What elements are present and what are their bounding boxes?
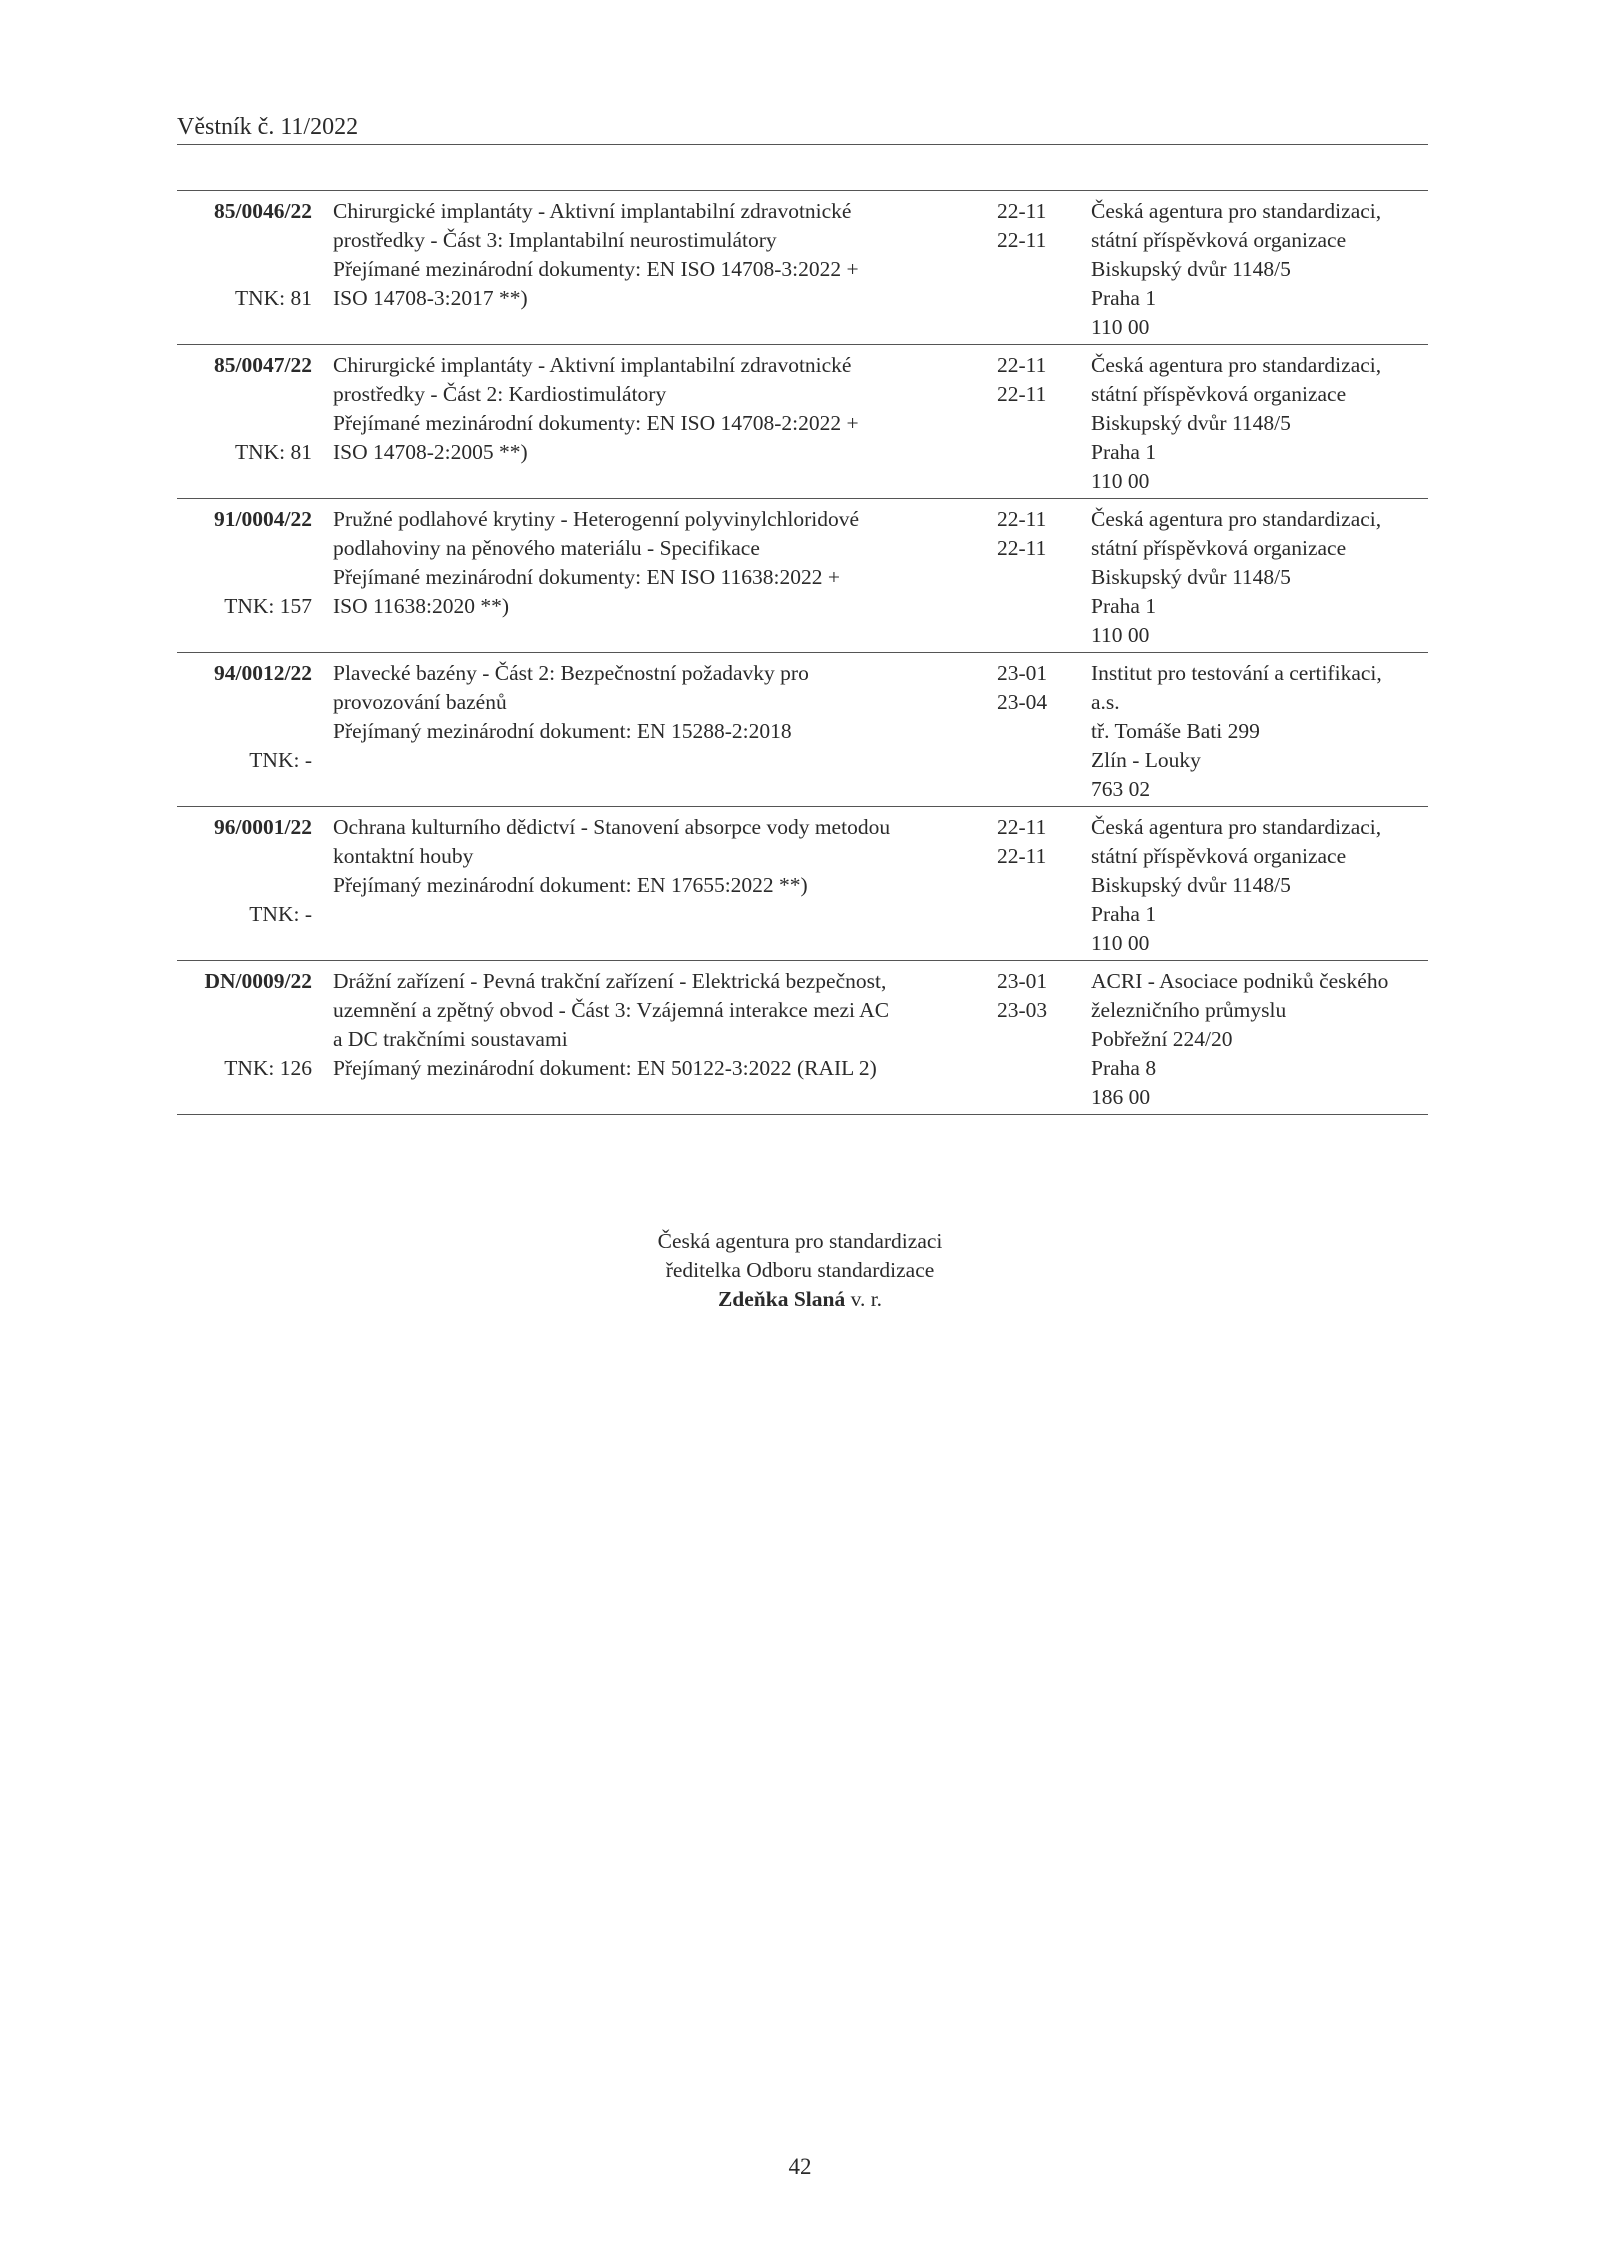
table-row xyxy=(177,345,1428,499)
title-line: Přejímané mezinárodní dokumenty: EN ISO 11638:2022 + xyxy=(333,565,840,589)
title-line: ISO 14708-3:2017 **) xyxy=(333,286,528,310)
title-line: Plavecké bazény - Část 2: Bezpečnostní požadavky pro xyxy=(333,661,809,685)
document-title-cell xyxy=(333,967,993,1083)
table-row xyxy=(177,961,1428,1115)
table-row xyxy=(177,653,1428,807)
org-line: Biskupský dvůr 1148/5 xyxy=(1091,565,1291,589)
dates-cell xyxy=(997,197,1082,255)
signature-name-line xyxy=(0,1285,1600,1314)
org-line: Praha 1 xyxy=(1091,902,1157,926)
org-line: 186 00 xyxy=(1091,1085,1151,1109)
table-row xyxy=(177,807,1428,961)
org-line: 763 02 xyxy=(1091,777,1151,801)
org-line: státní příspěvková organizace xyxy=(1091,382,1347,406)
tnk-label: TNK: 126 xyxy=(224,1056,312,1080)
title-line: ISO 11638:2020 **) xyxy=(333,594,509,618)
title-line: Přejímané mezinárodní dokumenty: EN ISO 14708-2:2022 + xyxy=(333,411,859,435)
organization-cell xyxy=(1091,967,1431,1112)
org-line: státní příspěvková organizace xyxy=(1091,536,1347,560)
date-value: 23-01 xyxy=(997,661,1048,685)
table-row xyxy=(177,499,1428,653)
org-line: Institut pro testování a certifikaci, xyxy=(1091,661,1382,685)
date-value: 22-11 xyxy=(997,353,1047,377)
organization-cell xyxy=(1091,659,1431,804)
org-line: Praha 1 xyxy=(1091,594,1157,618)
signature-suffix: v. r. xyxy=(845,1287,883,1311)
title-line: podlahoviny na pěnového materiálu - Specifikace xyxy=(333,536,760,560)
title-line: Ochrana kulturního dědictví - Stanovení absorpce vody metodou xyxy=(333,815,891,839)
title-line: a DC trakčními soustavami xyxy=(333,1027,568,1051)
dates-cell xyxy=(997,351,1082,409)
date-value: 23-03 xyxy=(997,998,1048,1022)
org-line: Praha 1 xyxy=(1091,286,1157,310)
title-line: kontaktní houby xyxy=(333,844,474,868)
organization-cell xyxy=(1091,351,1431,496)
tnk-label: TNK: 157 xyxy=(224,594,312,618)
title-line: uzemnění a zpětný obvod - Část 3: Vzájemná interakce mezi AC xyxy=(333,998,890,1022)
signature-agency: Česká agentura pro standardizaci xyxy=(657,1229,943,1253)
date-value: 22-11 xyxy=(997,199,1047,223)
title-line: Chirurgické implantáty - Aktivní implantabilní zdravotnické xyxy=(333,199,852,223)
title-line: Drážní zařízení - Pevná trakční zařízení - Elektrická bezpečnost, xyxy=(333,969,887,993)
org-line: Česká agentura pro standardizaci, xyxy=(1091,199,1382,223)
org-line: a.s. xyxy=(1091,690,1120,714)
org-line: Česká agentura pro standardizaci, xyxy=(1091,815,1382,839)
signatory-name: Zdeňka Slaná xyxy=(717,1287,846,1311)
org-line: 110 00 xyxy=(1091,469,1150,493)
document-title-cell xyxy=(333,351,993,467)
title-line: Chirurgické implantáty - Aktivní implantabilní zdravotnické xyxy=(333,353,852,377)
date-value: 22-11 xyxy=(997,507,1047,531)
document-title-cell xyxy=(333,197,993,313)
signature-role: ředitelka Odboru standardizace xyxy=(665,1258,935,1282)
title-line: Přejímaný mezinárodní dokument: EN 15288-2:2018 xyxy=(333,719,792,743)
row-id-cell xyxy=(177,967,312,1107)
date-value: 22-11 xyxy=(997,228,1047,252)
title-line: provozování bazénů xyxy=(333,690,507,714)
title-line: prostředky - Část 2: Kardiostimulátory xyxy=(333,382,667,406)
tnk-label: TNK: 81 xyxy=(234,286,312,310)
org-line: státní příspěvková organizace xyxy=(1091,844,1347,868)
org-line: Praha 1 xyxy=(1091,440,1157,464)
title-line: Pružné podlahové krytiny - Heterogenní polyvinylchloridové xyxy=(333,507,860,531)
dates-cell xyxy=(997,813,1082,871)
document-title-cell xyxy=(333,505,993,621)
org-line: 110 00 xyxy=(1091,931,1150,955)
dates-cell xyxy=(997,967,1082,1025)
dates-cell xyxy=(997,659,1082,717)
date-value: 23-04 xyxy=(997,690,1048,714)
org-line: 110 00 xyxy=(1091,315,1150,339)
org-line: Biskupský dvůr 1148/5 xyxy=(1091,411,1291,435)
org-line: Biskupský dvůr 1148/5 xyxy=(1091,257,1291,281)
page-number: 42 xyxy=(788,2154,812,2179)
org-line: ACRI - Asociace podniků českého xyxy=(1091,969,1389,993)
table-row xyxy=(177,191,1428,345)
document-number: 85/0047/22 xyxy=(214,353,312,377)
title-line: Přejímaný mezinárodní dokument: EN 50122-3:2022 (RAIL 2) xyxy=(333,1056,877,1080)
title-line: ISO 14708-2:2005 **) xyxy=(333,440,528,464)
org-line: státní příspěvková organizace xyxy=(1091,228,1347,252)
org-line: Biskupský dvůr 1148/5 xyxy=(1091,873,1291,897)
org-line: Česká agentura pro standardizaci, xyxy=(1091,507,1382,531)
title-line: Přejímané mezinárodní dokumenty: EN ISO 14708-3:2022 + xyxy=(333,257,859,281)
title-line: prostředky - Část 3: Implantabilní neurostimulátory xyxy=(333,228,777,252)
row-id-cell xyxy=(177,351,312,491)
tnk-label: TNK: - xyxy=(249,748,312,772)
org-line: Praha 8 xyxy=(1091,1056,1157,1080)
organization-cell xyxy=(1091,197,1431,342)
tnk-label: TNK: 81 xyxy=(234,440,312,464)
org-line: železničního průmyslu xyxy=(1091,998,1287,1022)
org-line: tř. Tomáše Bati 299 xyxy=(1091,719,1260,743)
standards-table xyxy=(177,190,1428,1115)
page-header-title: Věstník č. 11/2022 xyxy=(177,114,359,140)
org-line: Česká agentura pro standardizaci, xyxy=(1091,353,1382,377)
document-title-cell xyxy=(333,813,993,900)
document-number: 94/0012/22 xyxy=(214,661,312,685)
org-line: Zlín - Louky xyxy=(1091,748,1201,772)
row-id-cell xyxy=(177,197,312,337)
document-title-cell xyxy=(333,659,993,746)
organization-cell xyxy=(1091,505,1431,650)
date-value: 22-11 xyxy=(997,815,1047,839)
org-line: Pobřežní 224/20 xyxy=(1091,1027,1233,1051)
organization-cell xyxy=(1091,813,1431,958)
tnk-label: TNK: - xyxy=(249,902,312,926)
title-line: Přejímaný mezinárodní dokument: EN 17655:2022 **) xyxy=(333,873,808,897)
row-id-cell xyxy=(177,659,312,799)
header-divider xyxy=(177,144,1428,145)
org-line: 110 00 xyxy=(1091,623,1150,647)
signature-block xyxy=(0,1227,1600,1314)
document-number: DN/0009/22 xyxy=(204,969,312,993)
row-id-cell xyxy=(177,505,312,645)
document-number: 91/0004/22 xyxy=(214,507,312,531)
date-value: 22-11 xyxy=(997,382,1047,406)
date-value: 22-11 xyxy=(997,844,1047,868)
dates-cell xyxy=(997,505,1082,563)
document-number: 96/0001/22 xyxy=(214,815,312,839)
date-value: 22-11 xyxy=(997,536,1047,560)
date-value: 23-01 xyxy=(997,969,1048,993)
row-id-cell xyxy=(177,813,312,953)
document-number: 85/0046/22 xyxy=(214,199,312,223)
